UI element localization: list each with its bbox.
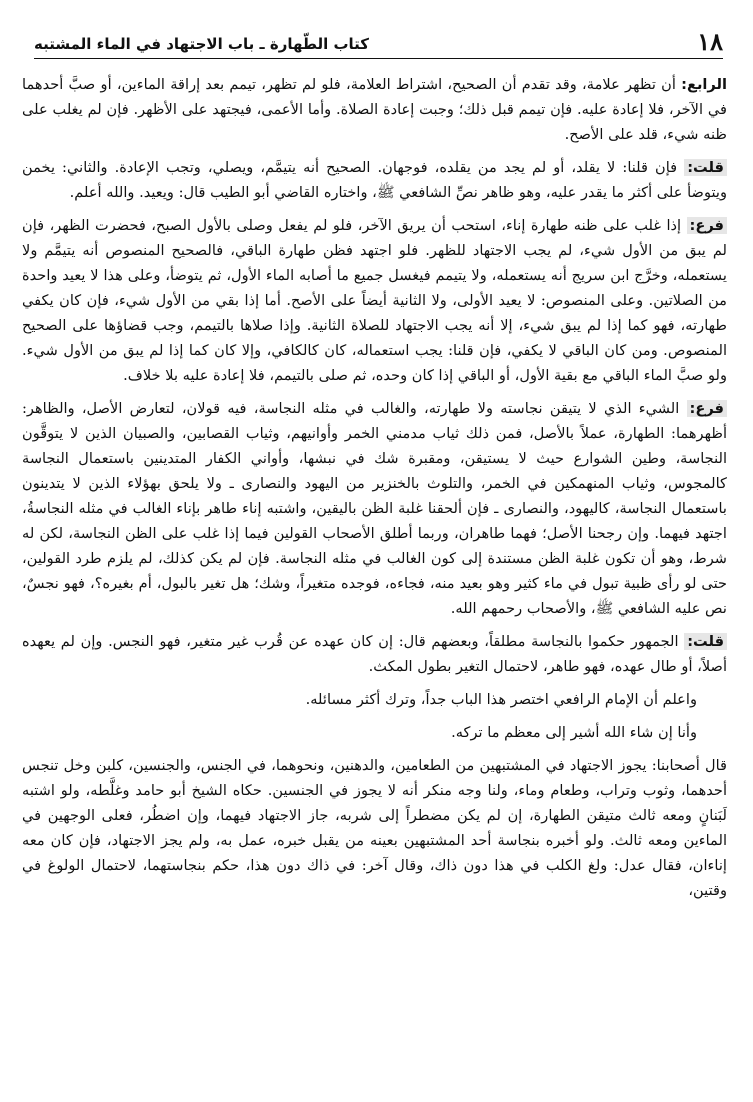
paragraph-label: قلت: (684, 159, 727, 176)
paragraph-label: الرابع: (681, 76, 727, 93)
paragraph-text: الشيء الذي لا يتيقن نجاسته ولا طهارته، والغالب في مثله النجاسة، فيه قولان، لتعارض الأصل، والظاهر: أظهرهما: الطهارة، عملاً بالأصل، فمن ذلك ثياب مدمني الخمر وأوانيهم، وثياب القصابين، والصبيان الذين لا يتوقَّون النجاسة، وطين الشوارع حيث لا يستيقن، ومقبرة شك في نبشها، وأواني الكفار المتدينين باستعمال النجاسة كالمجوس، وثياب المنهمكين في الخمر، والتلوث بالخنزير من اليهود والنصارى ـ ولا يلحق بهؤلاء الذين لا يتدينون باستعمال النجاسة، كاليهود، والنصارى ـ فإن ألحقنا غلبة الظن باليقين، واشتبه إناء طاهر بإناء الغالب في مثله النجاسةُ، اجتهد فيهما. وإن رجحنا الأصل؛ فهما طاهران، وربما أطلق الأصحاب القولين فيما إذا غلب على الظن النجاسة، لكن له شرط، وهو أن تكون غلبة الظن مستندة إلى كون الغالب في مثله النجاسة. فإن لم يكن كذلك، لم يلزم طرد القولين، حتى لو رأى ظبية تبول في ماء كثير وهو بعيد منه، فجاءه، فوجده متغيراً، وشك؛ هل تغير بالبول، أم بغيره؟، فهو نجسٌ، نص عليه الشافعي ﷺ، والأصحاب رحمهم الله. (22, 400, 727, 617)
paragraph-text: قال أصحابنا: يجوز الاجتهاد في المشتبهين من الطعامين، والدهنين، ونحوهما، في الجنس، والجنسين، كلبن وخل تنجس أحدهما، وثوب وتراب، وطعام وماء، ولنا وجه منكر أنه لا يجوز في الجنسين. حكاه الشيخ أبو حامد وغلَّطه، ولو اشتبه لَبَنانٍ ومعه ثالث متيقن الطهارة، إن لم يكن مضطراً إلى شربه، جاز الاجتهاد فيهما، وإن اضطُر، فعلى الوجهين في الماءين ومعه ثالث. ولو أخبره بنجاسة أحد المشتبهين بعينه من يقبل خبره، عمل به، ولم يجز الاجتهاد، فإن كان معه إناءان، فقال عدل: ولغ الكلب في هذا دون ذاك، وقال آخر: في ذاك دون هذا، حكم بنجاستهما، لاحتمال الولوغ في وقتين، (22, 757, 728, 899)
paragraph-label: فرع: (687, 217, 727, 234)
paragraph-text: واعلم أن الإمام الرافعي اختصر هذا الباب جداً، وترك أكثر مسائله. (305, 691, 697, 708)
paragraph-label: قلت: (684, 633, 727, 650)
paragraph-far-1 (22, 213, 727, 388)
paragraph-text: الجمهور حكموا بالنجاسة مطلقاً، وبعضهم قال: إن كان عهده عن قُرب غير متغير، فهو النجس. وإن لم يعهده أصلاً، أو طال عهده، فهو طاهر، لاحتمال التغير بطول المكث. (22, 633, 727, 675)
paragraph-text: أن تظهر علامة، وقد تقدم أن الصحيح، اشتراط العلامة، فلو لم تظهر، تيمم بعد إراقة الماءين، أو صبَّ أحدهما في الآخر، فلا إعادة عليه. فإن تيمم قبل ذلك؛ وجبت إعادة الصلاة. وأما الأعمى، فيجتهد على الأظهر. فإن لم يغلب على ظنه شيء، قلد على الأصح. (22, 76, 727, 143)
paragraph-rabi (22, 72, 727, 147)
paragraph-text: فإن قلنا: لا يقلد، أو لم يجد من يقلده، فوجهان. الصحيح أنه يتيمَّم، ويصلي، وتجب الإعادة. والثاني: يخمن ويتوضأ على أكثر ما يقدر عليه، وهو ظاهر نصِّ الشافعي ﷺ، واختاره القاضي أبو الطيب قال: ويعيد. والله أعلم. (22, 159, 727, 201)
paragraph-far-2 (22, 396, 727, 621)
paragraph-qult-2 (22, 629, 727, 679)
paragraph-label: فرع: (687, 400, 727, 417)
page-number: ١٨ (697, 27, 723, 56)
running-title: كتاب الطّهارة ـ باب الاجتهاد في الماء المشتبه (34, 35, 370, 53)
paragraph-qult-1 (22, 155, 727, 205)
paragraph-note-1 (22, 687, 727, 712)
paragraph-note-2 (22, 720, 727, 745)
page-header (34, 24, 723, 59)
page-body (22, 72, 727, 911)
paragraph-text: إذا غلب على ظنه طهارة إناء، استحب أن يريق الآخر، فلو لم يفعل وصلى بالأول الصبح، فحضرت الظهر، فإن لم يبق من الأول شيء، لم يجب الاجتهاد للظهر. فلو اجتهد فظن طهارة الباقي، فالصحيح المنصوص أنه يتيمَّم ولا يستعمله، وخرَّج ابن سريج أنه يستعمله، ولا يتيمم فيغسل جميع ما أصابه الماء الأول، ثم يتوضأ، وعلى هذا لا يعيد واحدة من الصلاتين. وعلى المنصوص: لا يعيد الأولى، ولا الثانية أيضاً على الأصح. أما إذا بقي من الأول شيء، فإن كان يكفي طهارته، فهو كما إذا لم يبق شيء، إلا أنه يجب الاجتهاد للصلاة الثانية. وإذا صلاها بالتيمم، وجب قضاؤها على الصحيح المنصوص. ومن كان الباقي لا يكفي، فإن قلنا: يجب استعماله، كان كالكافي، وإلا كان كما إذا لم يبق من الأول شيء. ولو صبَّ الماء الباقي مع بقية الأول، أو الباقي إذا كان وحده، ثم صلى بالتيمم، فلا إعادة عليه بلا خلاف. (22, 217, 727, 384)
paragraph-ashab (22, 753, 727, 903)
paragraph-text: وأنا إن شاء الله أشير إلى معظم ما تركه. (451, 724, 697, 741)
